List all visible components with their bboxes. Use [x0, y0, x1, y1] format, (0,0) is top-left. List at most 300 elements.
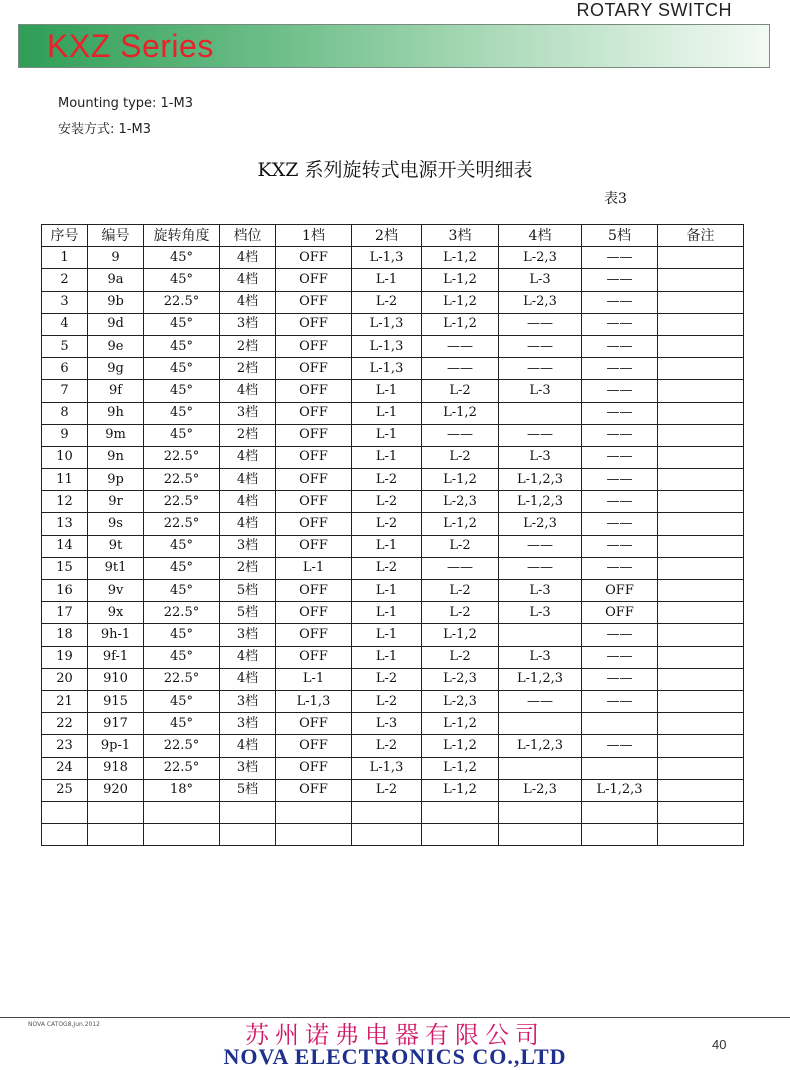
table-cell: L-1: [352, 424, 422, 446]
table-cell: L-3: [499, 380, 582, 402]
table-cell: L-1,2,3: [499, 668, 582, 690]
table-cell: OFF: [276, 358, 352, 380]
table-cell: OFF: [276, 291, 352, 313]
table-cell: [658, 668, 744, 690]
table-cell: ——: [499, 535, 582, 557]
table-cell: 22.5°: [144, 735, 220, 757]
table-cell: 25: [42, 779, 88, 801]
table-cell: [658, 779, 744, 801]
table-row: [42, 646, 744, 668]
table-cell: [658, 446, 744, 468]
table-cell: [658, 424, 744, 446]
table-cell: L-2: [422, 646, 499, 668]
table-cell: L-2: [422, 380, 499, 402]
mounting-type-cn: 安装方式: 1-M3: [58, 122, 151, 137]
table-cell: 45°: [144, 535, 220, 557]
table-row: [42, 668, 744, 690]
table-cell: L-1,2: [422, 513, 499, 535]
table-cell: L-1: [352, 446, 422, 468]
table-row: [42, 402, 744, 424]
table-cell: ——: [422, 358, 499, 380]
table-row: [42, 690, 744, 712]
table-cell: ——: [582, 668, 658, 690]
table-cell: 18°: [144, 779, 220, 801]
table-cell: 4档: [220, 668, 276, 690]
table-cell: 4档: [220, 646, 276, 668]
table-row: [42, 491, 744, 513]
table-cell: [658, 735, 744, 757]
table-cell: 22.5°: [144, 668, 220, 690]
table-row: [42, 335, 744, 357]
table-cell: 45°: [144, 624, 220, 646]
table-cell: 45°: [144, 269, 220, 291]
table-cell: OFF: [276, 779, 352, 801]
table-cell: [144, 824, 220, 846]
table-cell: 4: [42, 313, 88, 335]
table-cell: 15: [42, 557, 88, 579]
table-cell: [42, 801, 88, 823]
table-cell: L-1,2: [422, 713, 499, 735]
table-cell: 4档: [220, 469, 276, 491]
table-cell: L-1,2: [422, 624, 499, 646]
table-cell: L-2,3: [422, 491, 499, 513]
table-cell: L-2: [352, 735, 422, 757]
table-cell: 23: [42, 735, 88, 757]
table-cell: [422, 801, 499, 823]
table-cell: 4档: [220, 247, 276, 269]
table-cell: ——: [499, 690, 582, 712]
table-cell: [658, 690, 744, 712]
table-row: [42, 513, 744, 535]
table-cell: [499, 713, 582, 735]
table-cell: [88, 801, 144, 823]
table-cell: [499, 757, 582, 779]
table-cell: L-1: [276, 557, 352, 579]
table-cell: ——: [582, 291, 658, 313]
table-cell: 4档: [220, 513, 276, 535]
table-cell: L-3: [499, 446, 582, 468]
table-cell: 9p: [88, 469, 144, 491]
table-cell: 9s: [88, 513, 144, 535]
table-cell: ——: [582, 313, 658, 335]
table-cell: [658, 713, 744, 735]
table-cell: 45°: [144, 380, 220, 402]
table-cell: L-3: [499, 269, 582, 291]
table-cell: 45°: [144, 402, 220, 424]
table-cell: 5档: [220, 602, 276, 624]
page-number: 40: [712, 1037, 727, 1052]
table-cell: 9f-1: [88, 646, 144, 668]
table-cell: ——: [582, 646, 658, 668]
table-cell: [582, 801, 658, 823]
table-cell: OFF: [276, 713, 352, 735]
table-cell: L-1,3: [352, 335, 422, 357]
table-cell: L-2: [352, 779, 422, 801]
column-header: 档位: [220, 225, 276, 247]
table-cell: [658, 535, 744, 557]
table-cell: ——: [499, 358, 582, 380]
table-cell: OFF: [276, 313, 352, 335]
table-cell: OFF: [276, 402, 352, 424]
table-row: [42, 446, 744, 468]
table-cell: [422, 824, 499, 846]
table-cell: ——: [582, 469, 658, 491]
table-cell: 915: [88, 690, 144, 712]
table-cell: ——: [582, 735, 658, 757]
table-cell: L-1,2,3: [499, 735, 582, 757]
table-cell: L-1: [352, 580, 422, 602]
table-cell: 4档: [220, 269, 276, 291]
table-cell: 9a: [88, 269, 144, 291]
table-cell: 4档: [220, 291, 276, 313]
table-cell: L-1,2: [422, 247, 499, 269]
table-cell: 9n: [88, 446, 144, 468]
table-row: [42, 358, 744, 380]
table-cell: OFF: [276, 469, 352, 491]
table-cell: 3档: [220, 624, 276, 646]
table-cell: 6: [42, 358, 88, 380]
table-cell: [582, 824, 658, 846]
table-cell: 3档: [220, 535, 276, 557]
table-cell: L-1: [352, 602, 422, 624]
table-cell: OFF: [276, 535, 352, 557]
table-cell: ——: [582, 491, 658, 513]
table-cell: L-1,2: [422, 779, 499, 801]
table-cell: 9e: [88, 335, 144, 357]
table-cell: ——: [582, 624, 658, 646]
table-cell: 9b: [88, 291, 144, 313]
table-cell: L-2: [422, 602, 499, 624]
table-cell: [658, 335, 744, 357]
table-cell: 4档: [220, 380, 276, 402]
table-cell: L-1,2: [422, 735, 499, 757]
table-cell: 45°: [144, 557, 220, 579]
table-cell: 4档: [220, 735, 276, 757]
table-cell: [499, 624, 582, 646]
table-cell: 22.5°: [144, 446, 220, 468]
table-cell: L-1,2,3: [499, 491, 582, 513]
table-cell: L-1: [276, 668, 352, 690]
table-cell: [658, 291, 744, 313]
table-cell: ——: [582, 380, 658, 402]
table-cell: 3档: [220, 713, 276, 735]
table-cell: 45°: [144, 646, 220, 668]
table-cell: L-1,2: [422, 402, 499, 424]
column-header: 旋转角度: [144, 225, 220, 247]
table-cell: L-2: [352, 491, 422, 513]
table-cell: 1: [42, 247, 88, 269]
table-cell: L-2,3: [499, 513, 582, 535]
column-header: 2档: [352, 225, 422, 247]
table-cell: [658, 247, 744, 269]
table-row: [42, 824, 744, 846]
table-cell: L-1,2,3: [499, 469, 582, 491]
table-cell: L-2,3: [422, 668, 499, 690]
column-header: 备注: [658, 225, 744, 247]
table-cell: [42, 824, 88, 846]
column-header: 编号: [88, 225, 144, 247]
table-cell: L-1: [352, 535, 422, 557]
table-cell: L-2: [352, 513, 422, 535]
table-cell: L-1,3: [352, 247, 422, 269]
table-cell: 910: [88, 668, 144, 690]
table-row: [42, 735, 744, 757]
table-row: [42, 313, 744, 335]
column-header: 序号: [42, 225, 88, 247]
table-cell: [352, 824, 422, 846]
table-cell: 5: [42, 335, 88, 357]
table-cell: 9t: [88, 535, 144, 557]
table-cell: 4档: [220, 446, 276, 468]
table-cell: ——: [582, 358, 658, 380]
table-cell: [658, 801, 744, 823]
table-row: [42, 779, 744, 801]
table-row: [42, 801, 744, 823]
table-cell: 21: [42, 690, 88, 712]
table-header-row: [42, 225, 744, 247]
table-cell: 19: [42, 646, 88, 668]
table-cell: OFF: [276, 602, 352, 624]
table-cell: [582, 713, 658, 735]
table-cell: OFF: [582, 602, 658, 624]
table-cell: 45°: [144, 358, 220, 380]
table-cell: L-1: [352, 269, 422, 291]
table-cell: 3档: [220, 313, 276, 335]
table-cell: [582, 757, 658, 779]
table-row: [42, 624, 744, 646]
table-cell: L-2: [352, 291, 422, 313]
table-cell: 9: [42, 424, 88, 446]
table-cell: 9d: [88, 313, 144, 335]
table-row: [42, 602, 744, 624]
table-cell: ——: [582, 402, 658, 424]
table-row: [42, 557, 744, 579]
table-cell: L-1,2: [422, 313, 499, 335]
section-label: ROTARY SWITCH: [576, 0, 732, 20]
column-header: 3档: [422, 225, 499, 247]
table-cell: ——: [582, 535, 658, 557]
table-cell: [499, 824, 582, 846]
table-cell: 2: [42, 269, 88, 291]
table-cell: ——: [499, 335, 582, 357]
table-cell: ——: [422, 424, 499, 446]
table-cell: [658, 313, 744, 335]
table-cell: L-2: [422, 580, 499, 602]
table-cell: [658, 824, 744, 846]
column-header: 5档: [582, 225, 658, 247]
table-cell: 7: [42, 380, 88, 402]
table-cell: 22.5°: [144, 291, 220, 313]
table-cell: 45°: [144, 313, 220, 335]
table-row: [42, 269, 744, 291]
table-cell: L-2: [422, 446, 499, 468]
table-cell: 9x: [88, 602, 144, 624]
table-row: [42, 469, 744, 491]
table-cell: 20: [42, 668, 88, 690]
table-cell: OFF: [276, 247, 352, 269]
table-cell: 2档: [220, 424, 276, 446]
table-row: [42, 535, 744, 557]
table-cell: 45°: [144, 690, 220, 712]
table-row: [42, 424, 744, 446]
table-cell: ——: [422, 557, 499, 579]
mounting-type-en: Mounting type: 1-M3: [58, 96, 193, 111]
table-cell: L-1,2,3: [582, 779, 658, 801]
table-row: [42, 713, 744, 735]
table-cell: L-2: [352, 557, 422, 579]
footer-divider: [0, 1017, 790, 1018]
table-cell: 22.5°: [144, 757, 220, 779]
table-cell: ——: [582, 335, 658, 357]
table-cell: L-3: [352, 713, 422, 735]
table-cell: L-2: [352, 469, 422, 491]
table-cell: L-1,3: [352, 358, 422, 380]
table-cell: [658, 513, 744, 535]
table-cell: 3档: [220, 690, 276, 712]
table-cell: OFF: [276, 446, 352, 468]
switch-spec-table: [41, 224, 744, 846]
table-cell: [658, 469, 744, 491]
table-cell: 3档: [220, 757, 276, 779]
column-header: 1档: [276, 225, 352, 247]
table-cell: 920: [88, 779, 144, 801]
table-cell: L-1: [352, 380, 422, 402]
table-cell: [658, 580, 744, 602]
table-cell: L-3: [499, 602, 582, 624]
table-cell: L-2,3: [422, 690, 499, 712]
table-cell: 2档: [220, 358, 276, 380]
table-cell: L-1,2: [422, 269, 499, 291]
table-cell: ——: [499, 424, 582, 446]
table-cell: 9t1: [88, 557, 144, 579]
table-cell: OFF: [276, 624, 352, 646]
table-cell: L-1: [352, 402, 422, 424]
table-cell: 13: [42, 513, 88, 535]
table-cell: 9m: [88, 424, 144, 446]
table-cell: 45°: [144, 424, 220, 446]
table-cell: 12: [42, 491, 88, 513]
table-cell: ——: [582, 424, 658, 446]
table-cell: OFF: [276, 335, 352, 357]
table-cell: [658, 402, 744, 424]
table-cell: 9g: [88, 358, 144, 380]
table-cell: L-2,3: [499, 291, 582, 313]
table-cell: [658, 491, 744, 513]
series-title: KXZ Series: [47, 28, 214, 64]
table-cell: [276, 824, 352, 846]
table-cell: [144, 801, 220, 823]
table-cell: [658, 380, 744, 402]
table-cell: 45°: [144, 580, 220, 602]
table-cell: OFF: [276, 380, 352, 402]
table-cell: 45°: [144, 713, 220, 735]
table-cell: 2档: [220, 557, 276, 579]
table-cell: [658, 557, 744, 579]
table-cell: 18: [42, 624, 88, 646]
table-cell: L-1,3: [352, 757, 422, 779]
table-cell: L-2,3: [499, 779, 582, 801]
company-name-cn: 苏州诺弗电器有限公司: [245, 1021, 545, 1049]
table-cell: 9h-1: [88, 624, 144, 646]
column-header: 4档: [499, 225, 582, 247]
table-cell: 45°: [144, 335, 220, 357]
table-cell: L-1: [352, 624, 422, 646]
table-cell: 9p-1: [88, 735, 144, 757]
table-row: [42, 757, 744, 779]
table-cell: OFF: [276, 580, 352, 602]
table-cell: OFF: [276, 646, 352, 668]
table-row: [42, 380, 744, 402]
table-cell: [88, 824, 144, 846]
table-cell: ——: [499, 313, 582, 335]
table-cell: ——: [582, 513, 658, 535]
table-cell: L-1: [352, 646, 422, 668]
table-cell: OFF: [276, 424, 352, 446]
table-cell: 17: [42, 602, 88, 624]
table-cell: L-1,2: [422, 469, 499, 491]
table-cell: 22.5°: [144, 513, 220, 535]
table-cell: [276, 801, 352, 823]
table-cell: L-2: [352, 690, 422, 712]
table-cell: 22.5°: [144, 491, 220, 513]
table-cell: 9h: [88, 402, 144, 424]
table-cell: [352, 801, 422, 823]
table-cell: L-1,2: [422, 757, 499, 779]
table-cell: 22: [42, 713, 88, 735]
table-cell: ——: [422, 335, 499, 357]
table-cell: 3: [42, 291, 88, 313]
table-cell: 9: [88, 247, 144, 269]
table-cell: 5档: [220, 580, 276, 602]
table-cell: [499, 801, 582, 823]
table-cell: 917: [88, 713, 144, 735]
table-row: [42, 247, 744, 269]
table-cell: ——: [582, 269, 658, 291]
series-banner: [18, 24, 770, 68]
table-cell: 2档: [220, 335, 276, 357]
table-cell: 11: [42, 469, 88, 491]
table-cell: 45°: [144, 247, 220, 269]
table-cell: L-1,3: [352, 313, 422, 335]
table-cell: [658, 646, 744, 668]
table-cell: ——: [582, 557, 658, 579]
table-cell: OFF: [276, 491, 352, 513]
table-number-label: 表3: [604, 191, 627, 207]
table-row: [42, 580, 744, 602]
table-cell: OFF: [276, 513, 352, 535]
company-name-en: NOVA ELECTRONICS CO.,LTD: [223, 1044, 567, 1069]
table-cell: L-2: [352, 668, 422, 690]
table-cell: 22.5°: [144, 469, 220, 491]
table-cell: [658, 358, 744, 380]
table-cell: 918: [88, 757, 144, 779]
table-cell: [658, 602, 744, 624]
catalog-code: NOVA CATOG8,Jun.2012: [28, 1021, 100, 1028]
table-cell: 3档: [220, 402, 276, 424]
table-cell: [220, 801, 276, 823]
table-cell: 16: [42, 580, 88, 602]
table-cell: 22.5°: [144, 602, 220, 624]
table-cell: L-1,3: [276, 690, 352, 712]
table-cell: OFF: [582, 580, 658, 602]
table-cell: 24: [42, 757, 88, 779]
table-cell: [220, 824, 276, 846]
table-cell: 4档: [220, 491, 276, 513]
table-cell: 14: [42, 535, 88, 557]
table-cell: L-2,3: [499, 247, 582, 269]
table-cell: [499, 402, 582, 424]
table-cell: L-2: [422, 535, 499, 557]
